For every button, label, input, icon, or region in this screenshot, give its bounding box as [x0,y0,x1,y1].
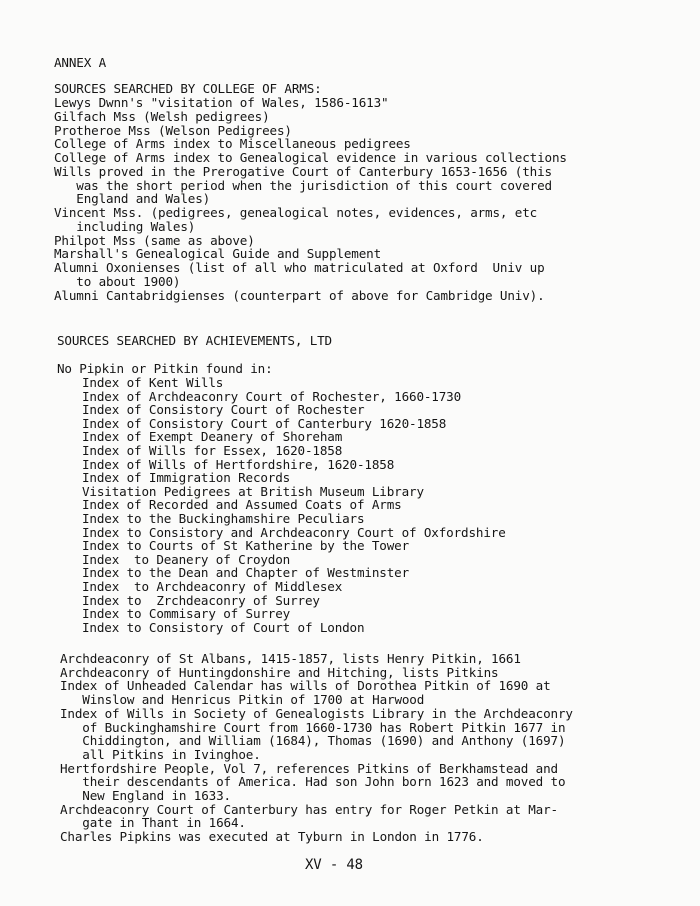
section2-line: Index of Consistory Court of Rochester [82,402,365,418]
section1-line: Lewys Dwnn's "visitation of Wales, 1586-1613" [54,95,389,110]
section3-line: Index of Wills in Society of Genealogists Library in the Archdeaconry [60,705,573,721]
section2-line: Index to Archdeaconry of Middlesex [82,579,343,594]
section3-line: Archdeaconry of St Albans, 1415-1857, lists Henry Pitkin, 1661 [60,651,521,666]
section1-line: England and Wales) [54,191,211,207]
annex-title: ANNEX A [54,55,107,70]
section2-line: Index to Deanery of Croydon [82,551,291,567]
section2-heading: SOURCES SEARCHED BY ACHIEVEMENTS, LTD [57,333,332,348]
section2-line: Index to Zrchdeaconry of Surrey [82,592,320,608]
section2-line: Index to the Buckinghamshire Peculiars [82,511,365,526]
section1-line: Wills proved in the Prerogative Court of Canterbury 1653-1656 (this [54,163,552,179]
section1-line: Gilfach Mss (Welsh pedigrees) [54,108,270,124]
section2-line: Index of Archdeaconry Court of Rochester, 1660-1730 [82,388,462,404]
section1-line: Vincent Mss. (pedigrees, genealogical notes, evidences, arms, etc [54,205,538,220]
section2-line: Index of Wills for Essex, 1620-1858 [82,443,343,458]
section3-line: their descendants of America. Had son John born 1623 and moved to [60,774,566,790]
section2-line: Index of Immigration Records [82,470,291,486]
section1-line: Alumni Cantabridgienses (counterpart of above for Cambridge Univ). [54,287,545,303]
section2-line: Index to the Dean and Chapter of Westminster [82,565,410,581]
section2-line: Index to Consistory and Archdeaconry Court of Oxfordshire [82,524,506,540]
section3-line: New England in 1633. [60,788,231,803]
section1-line: to about 1900) [54,273,181,289]
section3-line: of Buckinghamshire Court from 1660-1730 has Robert Pitkin 1677 in [60,719,566,735]
section2-line: Index to Consistory of Court of London [82,619,365,635]
section1-line: was the short period when the jurisdiction of this court covered [54,177,552,193]
section2-line: Index to Courts of St Katherine by the Tower [82,538,410,554]
section1-line: Protheroe Mss (Welson Pedigrees) [54,122,292,138]
section2-line: Visitation Pedigrees at British Museum Library [82,483,424,499]
section1-line: Philpot Mss (same as above) [54,232,255,248]
page-number: XV - 48 [305,857,363,873]
section3-line: Hertfordshire People, Vol 7, references Pitkins of Berkhamstead and [60,760,558,776]
section2-line: Index of Recorded and Assumed Coats of Arms [82,497,402,513]
section1-line: College of Arms index to Miscellaneous pedigrees [54,136,411,152]
section1-line: including Wales) [54,218,196,234]
section1-heading: SOURCES SEARCHED BY COLLEGE OF ARMS: [54,81,322,96]
section2-line: Index of Kent Wills [82,375,224,390]
section2-line: Index to Commisary of Surrey [82,606,291,622]
section3-line: Index of Unheaded Calendar has wills of Dorothea Pitkin of 1690 at [60,678,551,694]
section1-line: College of Arms index to Genealogical evidence in various collections [54,150,567,165]
section3-line: gate in Thant in 1664. [60,815,246,831]
section3-line: Archdeaconry Court of Canterbury has entry for Roger Petkin at Mar- [60,801,558,817]
section3-line: Chiddington, and William (1684), Thomas (1690) and Anthony (1697) [60,733,566,749]
section3-line: Winslow and Henricus Pitkin of 1700 at Harwood [60,692,425,708]
section3-line: Archdeaconry of Huntingdonshire and Hitching, lists Pitkins [60,664,499,680]
section2-line: Index of Consistory Court of Canterbury 1620-1858 [82,415,447,431]
section1-line: Marshall's Genealogical Guide and Supplement [54,246,382,262]
section2-line: Index of Wills of Hertfordshire, 1620-1858 [82,456,395,472]
section3-line: Charles Pipkins was executed at Tyburn in London in 1776. [60,829,484,845]
section2-line: Index of Exempt Deanery of Shoreham [82,429,343,445]
section2-intro: No Pipkin or Pitkin found in: [57,361,273,376]
section1-line: Alumni Oxonienses (list of all who matriculated at Oxford Univ up [54,260,545,275]
section3-line: all Pitkins in Ivinghoe. [60,746,261,762]
